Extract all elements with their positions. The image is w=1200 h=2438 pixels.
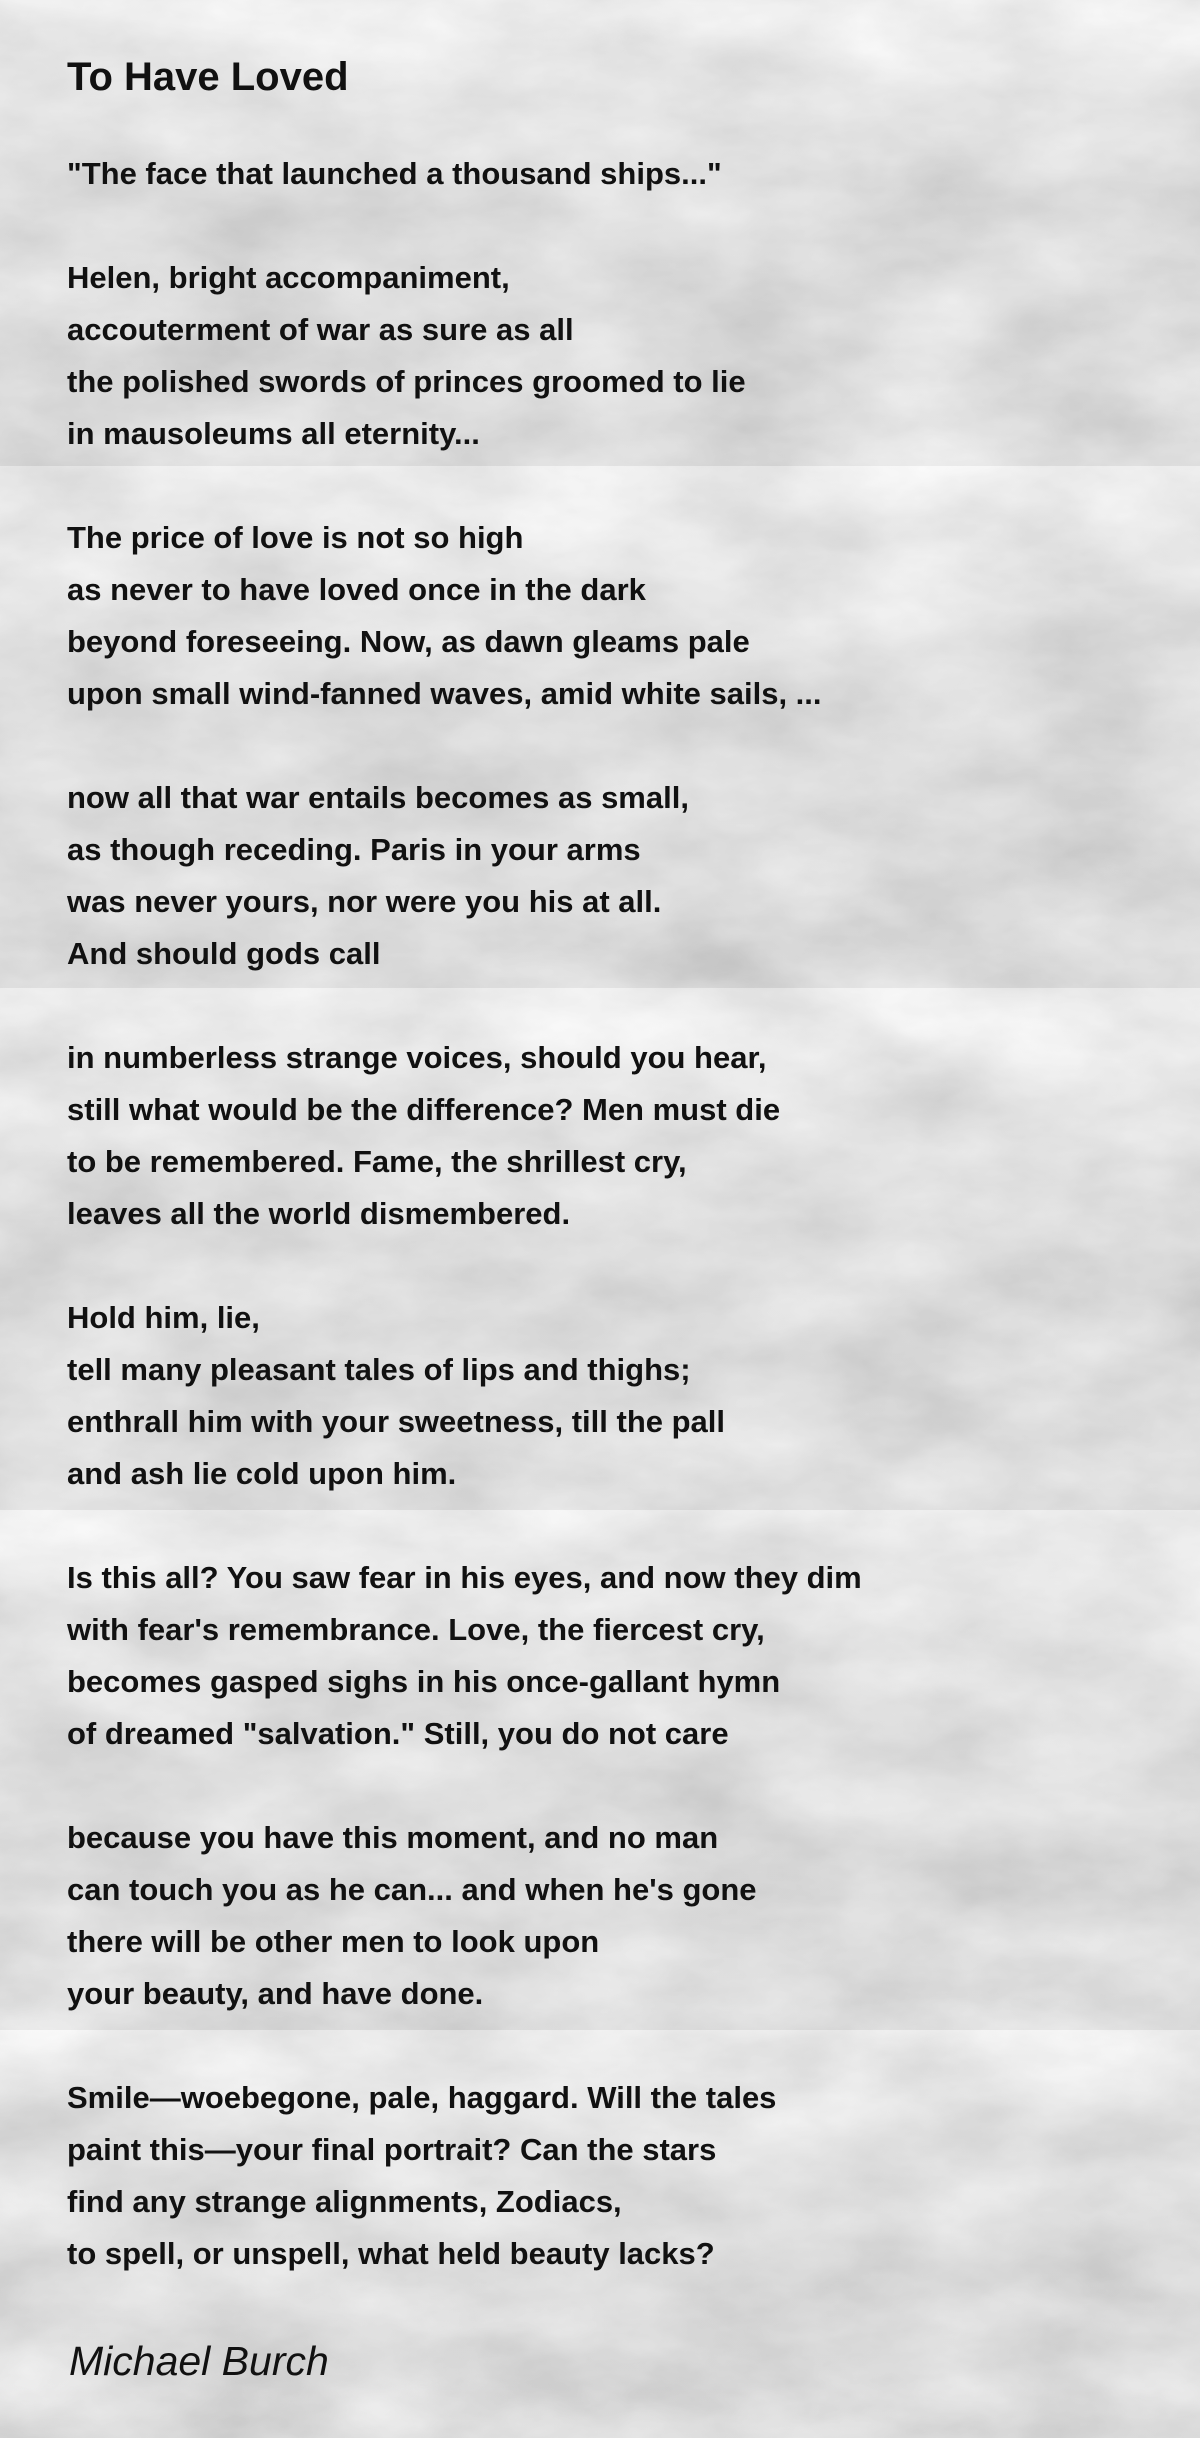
poem-line: The price of love is not so high <box>67 520 524 555</box>
poem-line: and ash lie cold upon him. <box>67 1456 457 1491</box>
stanza <box>67 252 1167 460</box>
stanza <box>67 1812 1167 2020</box>
poem-line: find any strange alignments, Zodiacs, <box>67 2184 622 2219</box>
poem-line: paint this—your final portrait? Can the stars <box>67 2132 717 2167</box>
poem-line: was never yours, nor were you his at all. <box>67 884 662 919</box>
poem-line: can touch you as he can... and when he's gone <box>67 1872 757 1907</box>
poem-line: enthrall him with your sweetness, till the pall <box>67 1404 726 1439</box>
poem-line: Smile—woebegone, pale, haggard. Will the tales <box>67 2080 777 2115</box>
stanza <box>67 512 1167 720</box>
stanza-gap <box>67 1240 1167 1292</box>
poem-line: your beauty, and have done. <box>67 1976 484 2011</box>
poem-line: in mausoleums all eternity... <box>67 416 480 451</box>
stanza-gap <box>67 1500 1167 1552</box>
stanza <box>67 1552 1167 1760</box>
poem-line: And should gods call <box>67 936 381 971</box>
stanza-gap <box>67 200 1167 252</box>
poem-line: in numberless strange voices, should you hear, <box>67 1040 767 1075</box>
poem-line: still what would be the difference? Men must die <box>67 1092 781 1127</box>
poem-line: "The face that launched a thousand ships..." <box>67 156 722 191</box>
poem-line: accouterment of war as sure as all <box>67 312 574 347</box>
stanza-gap <box>67 2020 1167 2072</box>
stanza <box>67 772 1167 980</box>
poem-line: as though receding. Paris in your arms <box>67 832 641 867</box>
poem-line: there will be other men to look upon <box>67 1924 600 1959</box>
poem-line: to be remembered. Fame, the shrillest cry, <box>67 1144 687 1179</box>
poem-line: Helen, bright accompaniment, <box>67 260 510 295</box>
poem-line: becomes gasped sighs in his once-gallant hymn <box>67 1664 781 1699</box>
poem-line: because you have this moment, and no man <box>67 1820 719 1855</box>
poem-line: to spell, or unspell, what held beauty lacks? <box>67 2236 715 2271</box>
poem-line: leaves all the world dismembered. <box>67 1196 571 1231</box>
stanza-epigraph <box>67 148 1167 200</box>
stanza-gap <box>67 980 1167 1032</box>
poem-line: upon small wind-fanned waves, amid white sails, ... <box>67 676 822 711</box>
poem-line: the polished swords of princes groomed to lie <box>67 364 746 399</box>
poem-body <box>67 148 1167 2280</box>
poem-line: beyond foreseeing. Now, as dawn gleams pale <box>67 624 750 659</box>
poem-line: of dreamed "salvation." Still, you do not care <box>67 1716 729 1751</box>
poem-line: tell many pleasant tales of lips and thighs; <box>67 1352 691 1387</box>
stanza <box>67 2072 1167 2280</box>
stanza <box>67 1292 1167 1500</box>
poem-line: Hold him, lie, <box>67 1300 260 1335</box>
stanza <box>67 1032 1167 1240</box>
poem-line: with fear's remembrance. Love, the fiercest cry, <box>67 1612 765 1647</box>
poem-line: Is this all? You saw fear in his eyes, and now they dim <box>67 1560 862 1595</box>
poem-line: now all that war entails becomes as small, <box>67 780 689 815</box>
poem-line: as never to have loved once in the dark <box>67 572 646 607</box>
poem-title: To Have Loved <box>67 55 349 99</box>
stanza-gap <box>67 720 1167 772</box>
stanza-gap <box>67 460 1167 512</box>
stanza-gap <box>67 1760 1167 1812</box>
poem-author: Michael Burch <box>69 2338 329 2384</box>
